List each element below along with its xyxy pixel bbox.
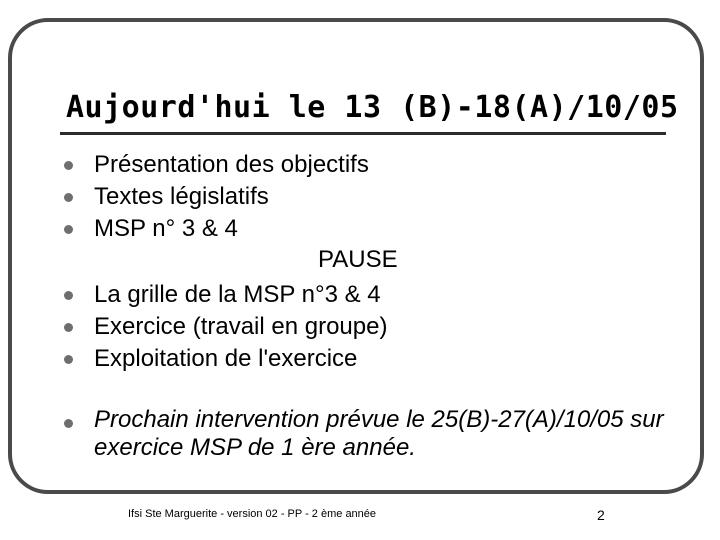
bullet-text: Exploitation de l'exercice — [94, 345, 358, 372]
bullet-item — [64, 181, 269, 213]
note-text: Prochain intervention prévue le 25(B)-27(A)/10/05 sur exercice MSP de 1 ère année. — [94, 406, 664, 461]
bullet-item — [64, 311, 387, 343]
bullet-item — [64, 213, 238, 245]
bullet-dot-icon — [64, 291, 73, 300]
slide-footer: Ifsi Ste Marguerite - version 02 - PP - 2 ème année — [128, 508, 377, 520]
bullet-item — [64, 343, 357, 375]
bullet-dot-icon — [64, 161, 73, 170]
bullet-text: MSP n° 3 & 4 — [94, 215, 238, 242]
bullet-text: La grille de la MSP n°3 & 4 — [94, 281, 381, 308]
bullet-text: Exercice (travail en groupe) — [94, 313, 388, 340]
bullet-text: Présentation des objectifs — [94, 151, 369, 178]
bullet-dot-icon — [64, 355, 73, 364]
page-number: 2 — [597, 507, 605, 523]
bullet-text: Textes législatifs — [94, 183, 269, 210]
bullet-dot-icon — [64, 419, 73, 428]
bullet-item — [64, 149, 369, 181]
bullet-dot-icon — [64, 225, 73, 234]
pause-label: PAUSE — [318, 246, 398, 273]
bullet-item — [64, 279, 381, 311]
slide-title: Aujourd'hui le 13 (B)-18(A)/10/05 — [66, 90, 679, 125]
bullet-dot-icon — [64, 323, 73, 332]
bullet-dot-icon — [64, 193, 73, 202]
